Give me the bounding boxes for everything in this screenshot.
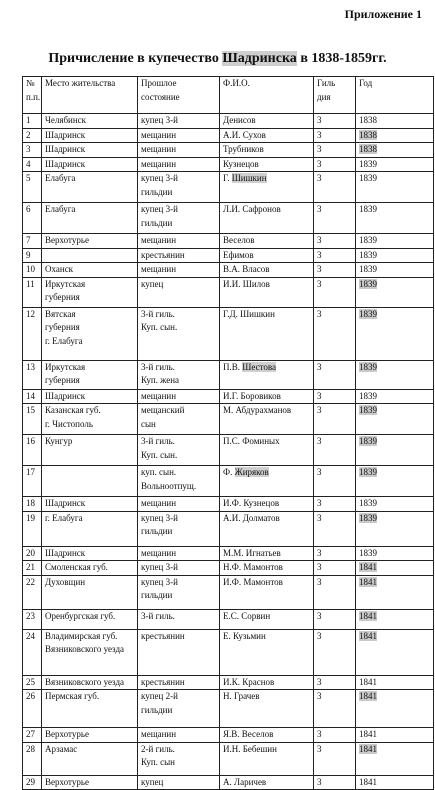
cell-year	[356, 307, 434, 360]
cell-year: 1839	[356, 172, 434, 203]
table-row	[23, 360, 434, 389]
cell-year	[356, 742, 434, 775]
cell-gild: 3	[314, 435, 356, 466]
cell-state: мещанин	[138, 143, 220, 158]
cell-state: мещанский сын	[138, 404, 220, 435]
table-row	[23, 234, 434, 249]
title-after: в 1838-1859гг.	[296, 51, 387, 66]
cell-gild: 3	[314, 511, 356, 546]
cell-state: мещанин	[138, 497, 220, 512]
cell-place: Иркутская губерния	[42, 360, 138, 389]
cell-gild: 3	[314, 690, 356, 728]
cell-fio: Ефимов	[220, 248, 314, 263]
cell-place: Шадринск	[42, 128, 138, 143]
cell-year	[356, 609, 434, 629]
cell-year: 1839	[356, 203, 434, 234]
cell-fio: И.Н. Бебешин	[220, 742, 314, 775]
highlighted-year: 1841	[359, 610, 377, 621]
highlighted-year: 1839	[359, 308, 377, 319]
cell-number: 28	[23, 742, 42, 775]
cell-state: 3-й гиль. Куп. жена	[138, 360, 220, 389]
cell-fio: П.В. Шестова	[220, 360, 314, 389]
cell-state: мещанин	[138, 546, 220, 561]
cell-fio: Г. Шишкин	[220, 172, 314, 203]
table-row	[23, 203, 434, 234]
table-row	[23, 263, 434, 278]
cell-gild: 3	[314, 128, 356, 143]
cell-place: Пермская губ.	[42, 690, 138, 728]
cell-year: 1839	[356, 234, 434, 249]
cell-state: крестьянин	[138, 629, 220, 675]
cell-place	[42, 248, 138, 263]
cell-fio: Веселов	[220, 234, 314, 249]
cell-number: 3	[23, 143, 42, 158]
appendix-label: Приложение 1	[344, 7, 422, 21]
cell-fio: Я.В. Веселов	[220, 728, 314, 743]
cell-state: мещанин	[138, 263, 220, 278]
table-header-row	[23, 77, 434, 114]
cell-fio: Ф. Жиряков	[220, 466, 314, 497]
cell-place: Казанская губ. г. Чистополь	[42, 404, 138, 435]
cell-year	[356, 561, 434, 576]
cell-place: Елабуга	[42, 203, 138, 234]
highlighted-year: 1839	[359, 512, 377, 523]
cell-fio: Л.И. Сафронов	[220, 203, 314, 234]
cell-state: купец	[138, 277, 220, 307]
title-before: Причисление в купечество	[48, 51, 223, 66]
cell-fio: Н. Грачев	[220, 690, 314, 728]
cell-fio: А.И. Долматов	[220, 511, 314, 546]
cell-number: 6	[23, 203, 42, 234]
table-row	[23, 435, 434, 466]
cell-year: 1838	[356, 114, 434, 129]
cell-year: 1839	[356, 497, 434, 512]
table-row	[23, 172, 434, 203]
cell-gild: 3	[314, 675, 356, 690]
cell-year	[356, 277, 434, 307]
table-row	[23, 742, 434, 775]
cell-number: 2	[23, 128, 42, 143]
cell-fio: И.Ф. Мамонтов	[220, 575, 314, 609]
highlighted-year: 1838	[359, 129, 377, 140]
table-row	[23, 546, 434, 561]
cell-number: 1	[23, 114, 42, 129]
cell-number: 15	[23, 404, 42, 435]
header-state: Прошлое состояние	[138, 77, 220, 114]
header-gild: Гиль дия	[314, 77, 356, 114]
cell-state: мещанин	[138, 728, 220, 743]
table-body	[23, 114, 434, 790]
cell-year	[356, 629, 434, 675]
table-row	[23, 497, 434, 512]
table-row	[23, 466, 434, 497]
cell-year: 1839	[356, 157, 434, 172]
highlighted-year: 1838	[359, 144, 377, 154]
highlighted-surname: Шестова	[242, 361, 276, 372]
cell-year	[356, 404, 434, 435]
cell-gild: 3	[314, 742, 356, 775]
highlighted-year: 1839	[359, 467, 377, 477]
cell-gild: 3	[314, 575, 356, 609]
cell-gild: 3	[314, 263, 356, 278]
cell-number: 12	[23, 307, 42, 360]
table-row	[23, 629, 434, 675]
cell-number: 11	[23, 277, 42, 307]
cell-gild: 3	[314, 404, 356, 435]
cell-place: Шадринск	[42, 143, 138, 158]
cell-place	[42, 466, 138, 497]
table-row	[23, 690, 434, 728]
cell-number: 14	[23, 389, 42, 404]
cell-year: 1839	[356, 248, 434, 263]
table-row	[23, 248, 434, 263]
cell-gild: 3	[314, 497, 356, 512]
cell-place: Верхотурье	[42, 775, 138, 790]
table-row	[23, 389, 434, 404]
cell-fio: Кузнецов	[220, 157, 314, 172]
table-row	[23, 128, 434, 143]
cell-year	[356, 690, 434, 728]
cell-fio: И.Г. Боровиков	[220, 389, 314, 404]
cell-year: 1841	[356, 775, 434, 790]
cell-state: купец 3-й гильдии	[138, 203, 220, 234]
highlighted-year: 1839	[359, 361, 377, 372]
cell-fio: И.К. Краснов	[220, 675, 314, 690]
cell-number: 23	[23, 609, 42, 629]
header-place: Место жительства	[42, 77, 138, 114]
cell-place: Смоленская губ.	[42, 561, 138, 576]
header-number: № п.п.	[23, 77, 42, 114]
cell-gild: 3	[314, 277, 356, 307]
cell-year: 1839	[356, 546, 434, 561]
table-row	[23, 157, 434, 172]
cell-fio: Г.Д. Шишкин	[220, 307, 314, 360]
cell-place: Шадринск	[42, 497, 138, 512]
cell-number: 17	[23, 466, 42, 497]
title-city: Шадринска	[222, 51, 297, 66]
cell-place: Шадринск	[42, 546, 138, 561]
table-row	[23, 277, 434, 307]
cell-gild: 3	[314, 157, 356, 172]
cell-number: 27	[23, 728, 42, 743]
cell-gild: 3	[314, 172, 356, 203]
cell-fio: Е.С. Сорвин	[220, 609, 314, 629]
cell-state: мещанин	[138, 234, 220, 249]
cell-fio: М. Абдурахманов	[220, 404, 314, 435]
cell-place: Елабуга	[42, 172, 138, 203]
highlighted-year: 1841	[359, 576, 377, 587]
highlighted-surname: Жиряков	[234, 467, 269, 477]
cell-place: Оханск	[42, 263, 138, 278]
table-row	[23, 307, 434, 360]
table-row	[23, 561, 434, 576]
cell-gild: 3	[314, 728, 356, 743]
cell-gild: 3	[314, 203, 356, 234]
cell-year	[356, 435, 434, 466]
cell-number: 9	[23, 248, 42, 263]
cell-place: Иркутская губерния	[42, 277, 138, 307]
table-row	[23, 404, 434, 435]
cell-fio: Н.Ф. Мамонтов	[220, 561, 314, 576]
cell-number: 29	[23, 775, 42, 790]
cell-number: 21	[23, 561, 42, 576]
cell-year	[356, 466, 434, 497]
cell-place: Арзамас	[42, 742, 138, 775]
cell-gild: 3	[314, 143, 356, 158]
cell-place: Верхотурье	[42, 728, 138, 743]
cell-state: купец 3-й	[138, 561, 220, 576]
cell-number: 26	[23, 690, 42, 728]
table-row	[23, 114, 434, 129]
cell-gild: 3	[314, 307, 356, 360]
cell-gild: 3	[314, 609, 356, 629]
cell-place: Верхотурье	[42, 234, 138, 249]
cell-state: крестьянин	[138, 248, 220, 263]
cell-gild: 3	[314, 234, 356, 249]
cell-year: 1839	[356, 263, 434, 278]
cell-state: купец 3-й гильдии	[138, 511, 220, 546]
cell-fio: А. Ларичев	[220, 775, 314, 790]
cell-fio: Трубников	[220, 143, 314, 158]
cell-number: 24	[23, 629, 42, 675]
cell-state: мещанин	[138, 128, 220, 143]
cell-number: 18	[23, 497, 42, 512]
cell-year	[356, 360, 434, 389]
cell-fio: М.М. Игнатьев	[220, 546, 314, 561]
table-row	[23, 609, 434, 629]
highlighted-year: 1841	[359, 691, 377, 701]
cell-place: г. Елабуга	[42, 511, 138, 546]
cell-state: мещанин	[138, 157, 220, 172]
cell-fio: И.Ф. Кузнецов	[220, 497, 314, 512]
table-row	[23, 675, 434, 690]
cell-gild: 3	[314, 629, 356, 675]
highlighted-year: 1839	[359, 436, 377, 446]
cell-gild: 3	[314, 466, 356, 497]
cell-year	[356, 575, 434, 609]
cell-fio: В.А. Власов	[220, 263, 314, 278]
cell-place: Вятская губерния г. Елабуга	[42, 307, 138, 360]
cell-year: 1839	[356, 389, 434, 404]
cell-year: 1841	[356, 675, 434, 690]
cell-number: 7	[23, 234, 42, 249]
cell-fio: П.С. Фоминых	[220, 435, 314, 466]
cell-number: 22	[23, 575, 42, 609]
cell-state: купец 3-й гильдии	[138, 172, 220, 203]
cell-number: 13	[23, 360, 42, 389]
cell-place: Шадринск	[42, 157, 138, 172]
cell-state: куп. сын. Вольноотпущ.	[138, 466, 220, 497]
cell-number: 5	[23, 172, 42, 203]
cell-year	[356, 143, 434, 158]
highlighted-year: 1841	[359, 630, 377, 641]
cell-state: купец 2-й гильдии	[138, 690, 220, 728]
cell-state: 3-й гиль. Куп. сын.	[138, 435, 220, 466]
cell-year	[356, 128, 434, 143]
cell-gild: 3	[314, 561, 356, 576]
header-fio: Ф.И.О.	[220, 77, 314, 114]
cell-state: купец 3-й гильдии	[138, 575, 220, 609]
cell-state: крестьянин	[138, 675, 220, 690]
cell-gild: 3	[314, 114, 356, 129]
cell-state: купец	[138, 775, 220, 790]
table-row	[23, 728, 434, 743]
cell-year: 1841	[356, 728, 434, 743]
cell-number: 10	[23, 263, 42, 278]
cell-place: Оренбургская губ.	[42, 609, 138, 629]
cell-place: Владимирская губ. Вязниковского уезда	[42, 629, 138, 675]
cell-place: Духовщин	[42, 575, 138, 609]
cell-gild: 3	[314, 360, 356, 389]
cell-place: Вязниковского уезда	[42, 675, 138, 690]
cell-gild: 3	[314, 389, 356, 404]
cell-state: мещанин	[138, 389, 220, 404]
table-row	[23, 143, 434, 158]
table-row	[23, 575, 434, 609]
cell-fio: Денисов	[220, 114, 314, 129]
page-title	[0, 51, 435, 67]
merchants-table	[22, 76, 434, 790]
cell-number: 25	[23, 675, 42, 690]
cell-place: Шадринск	[42, 389, 138, 404]
cell-gild: 3	[314, 775, 356, 790]
header-year: Год	[356, 77, 434, 114]
cell-number: 4	[23, 157, 42, 172]
highlighted-year: 1839	[359, 278, 377, 289]
cell-year	[356, 511, 434, 546]
cell-fio: Е. Кузьмин	[220, 629, 314, 675]
cell-state: 3-й гиль. Куп. сын.	[138, 307, 220, 360]
cell-state: купец 3-й	[138, 114, 220, 129]
cell-number: 16	[23, 435, 42, 466]
cell-place: Челябинск	[42, 114, 138, 129]
cell-number: 20	[23, 546, 42, 561]
cell-gild: 3	[314, 546, 356, 561]
highlighted-year: 1839	[359, 405, 377, 415]
cell-number: 19	[23, 511, 42, 546]
highlighted-surname: Шишкин	[231, 173, 267, 183]
table-row	[23, 775, 434, 790]
cell-state: 2-й гиль. Куп. сын	[138, 742, 220, 775]
table-row	[23, 511, 434, 546]
cell-gild: 3	[314, 248, 356, 263]
highlighted-year: 1841	[359, 562, 377, 572]
highlighted-year: 1841	[359, 743, 377, 754]
cell-state: 3-й гиль.	[138, 609, 220, 629]
cell-fio: И.И. Шилов	[220, 277, 314, 307]
cell-fio: А.И. Сухов	[220, 128, 314, 143]
cell-place: Кунгур	[42, 435, 138, 466]
